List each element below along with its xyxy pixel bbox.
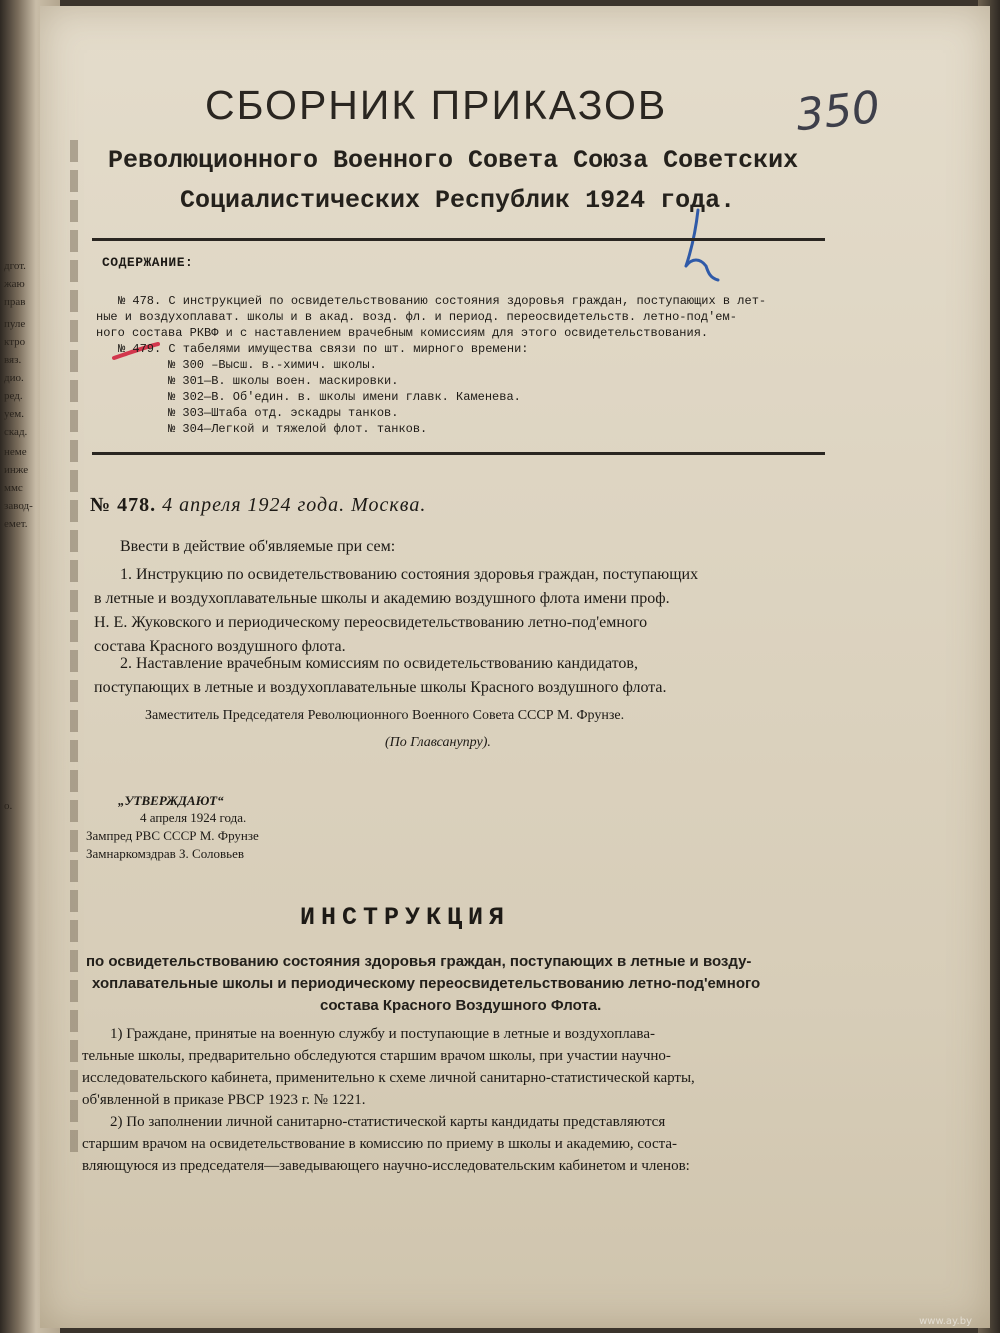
left-page-fragment: ктро: [4, 336, 26, 348]
contents-line: № 302—В. Об'един. в. школы имени главк. Каменева.: [168, 390, 521, 404]
left-page-fragment: неме: [4, 446, 27, 458]
approval-date: 4 апреля 1924 года.: [140, 810, 247, 825]
left-page-fragment: жаю: [4, 278, 25, 290]
instruction-text-line: вляющуюся из председателя—заведывающего научно-исследовательским кабинетом и членов:: [82, 1158, 690, 1174]
instruction-subtitle-line: хоплавательные школы и периодическому переосвидетельствованию летно-под'емного: [92, 975, 761, 992]
left-page-fragment: дио.: [4, 372, 24, 384]
binding-stitches: [70, 140, 78, 1160]
order-text-line: Н. Е. Жуковского и периодическому переосвидетельствованию летно-под'емного: [94, 614, 648, 631]
instruction-text-line: тельные школы, предварительно обследуются старшим врачом школы, при участии научно-: [82, 1048, 671, 1064]
approval-signer: Зампред РВС СССР М. Фрунзе: [86, 828, 259, 843]
order-signature: Заместитель Председателя Революционного Военного Совета СССР М. Фрунзе.: [145, 708, 625, 723]
top-rule: [92, 238, 825, 241]
contents-heading: СОДЕРЖАНИЕ:: [102, 255, 194, 270]
collection-title: СБОРНИК ПРИКАЗОВ: [205, 82, 668, 128]
order-date-place: 4 апреля 1924 года. Москва.: [162, 494, 427, 516]
left-page-fragment: завод-: [4, 500, 33, 512]
contents-line: № 300 –Высш. в.-химич. школы.: [168, 358, 377, 372]
instruction-title: ИНСТРУКЦИЯ: [300, 903, 511, 932]
handwritten-number: 350: [793, 81, 883, 142]
order-text-line: 1. Инструкцию по освидетельствованию состояния здоровья граждан, поступающих: [120, 566, 699, 583]
approval-signer: Замнаркомздрав З. Соловьев: [86, 846, 245, 861]
instruction-subtitle-line: по освидетельствованию состояния здоровья граждан, поступающих в летные и возду-: [86, 953, 752, 970]
contents-bottom-rule: [92, 452, 825, 455]
watermark: www.ay.by: [919, 1316, 972, 1327]
order-text-line: в летные и воздухоплавательные школы и академию воздушного флота имени проф.: [94, 590, 670, 607]
left-page-fragment: пуле: [4, 318, 26, 330]
order-text-line: Ввести в действие об'являемые при сем:: [120, 538, 396, 555]
order-heading: [90, 494, 426, 517]
left-page-fragment: инже: [4, 464, 29, 476]
instruction-text-line: старшим врачом на освидетельствование в комиссию по приему в школы и академию, соста-: [82, 1136, 678, 1152]
left-page-fragment: о.: [4, 800, 13, 812]
instruction-text-line: об'явленной в приказе РВСР 1923 г. № 1221.: [82, 1092, 366, 1108]
order-text-line: 2. Наставление врачебным комиссиям по освидетельствованию кандидатов,: [120, 655, 638, 672]
order-number: № 478.: [90, 494, 157, 516]
instruction-text-line: 1) Граждане, принятые на военную службу и поступающие в летные и воздухоплава-: [110, 1026, 655, 1042]
approval-heading: „УТВЕРЖДАЮТ“: [118, 793, 224, 808]
order-text-line: состава Красного воздушного флота.: [94, 638, 346, 655]
instruction-text-line: исследовательского кабинета, применительно к схеме личной санитарно-статистической карты,: [82, 1070, 695, 1086]
contents-line: ные и воздухоплават. школы и в акад. возд. фл. и период. переосвидетельств. летно-под'ем-: [96, 310, 737, 324]
order-via: (По Главсанупру).: [385, 735, 491, 750]
order-text-line: поступающих в летные и воздухоплавательные школы Красного воздушного флота.: [94, 679, 667, 696]
collection-subtitle-line1: Революционного Военного Совета Союза Советских: [108, 146, 799, 175]
left-page-fragment: ред.: [4, 390, 23, 402]
left-page-fragment: прав: [4, 296, 26, 308]
contents-line: № 304—Легкой и тяжелой флот. танков.: [168, 422, 428, 436]
left-page-fragment: вяз.: [4, 354, 22, 366]
left-page-fragment: дгот.: [4, 260, 26, 272]
left-page-fragment: скад.: [4, 426, 28, 438]
handwritten-pen-mark: [678, 208, 728, 288]
instruction-subtitle-line: состава Красного Воздушного Флота.: [320, 997, 602, 1014]
contents-line: ного состава РКВФ и с наставлением врачебным комиссиям для этого освидетельствования.: [96, 326, 709, 340]
collection-subtitle-line2: Социалистических Республик 1924 года.: [180, 186, 736, 215]
left-page-fragment: ммс: [4, 482, 23, 494]
instruction-text-line: 2) По заполнении личной санитарно-статистической карты кандидаты представляются: [110, 1114, 666, 1130]
contents-line: № 478. С инструкцией по освидетельствованию состояния здоровья граждан, поступающих в лет-: [118, 294, 767, 308]
contents-line: № 301—В. школы воен. маскировки.: [168, 374, 399, 388]
left-page-fragment: емет.: [4, 518, 28, 530]
contents-line: № 479. С табелями имущества связи по шт. мирного времени:: [118, 342, 529, 356]
contents-line: № 303—Штаба отд. эскадры танков.: [168, 406, 399, 420]
left-page-fragment: уем.: [4, 408, 24, 420]
